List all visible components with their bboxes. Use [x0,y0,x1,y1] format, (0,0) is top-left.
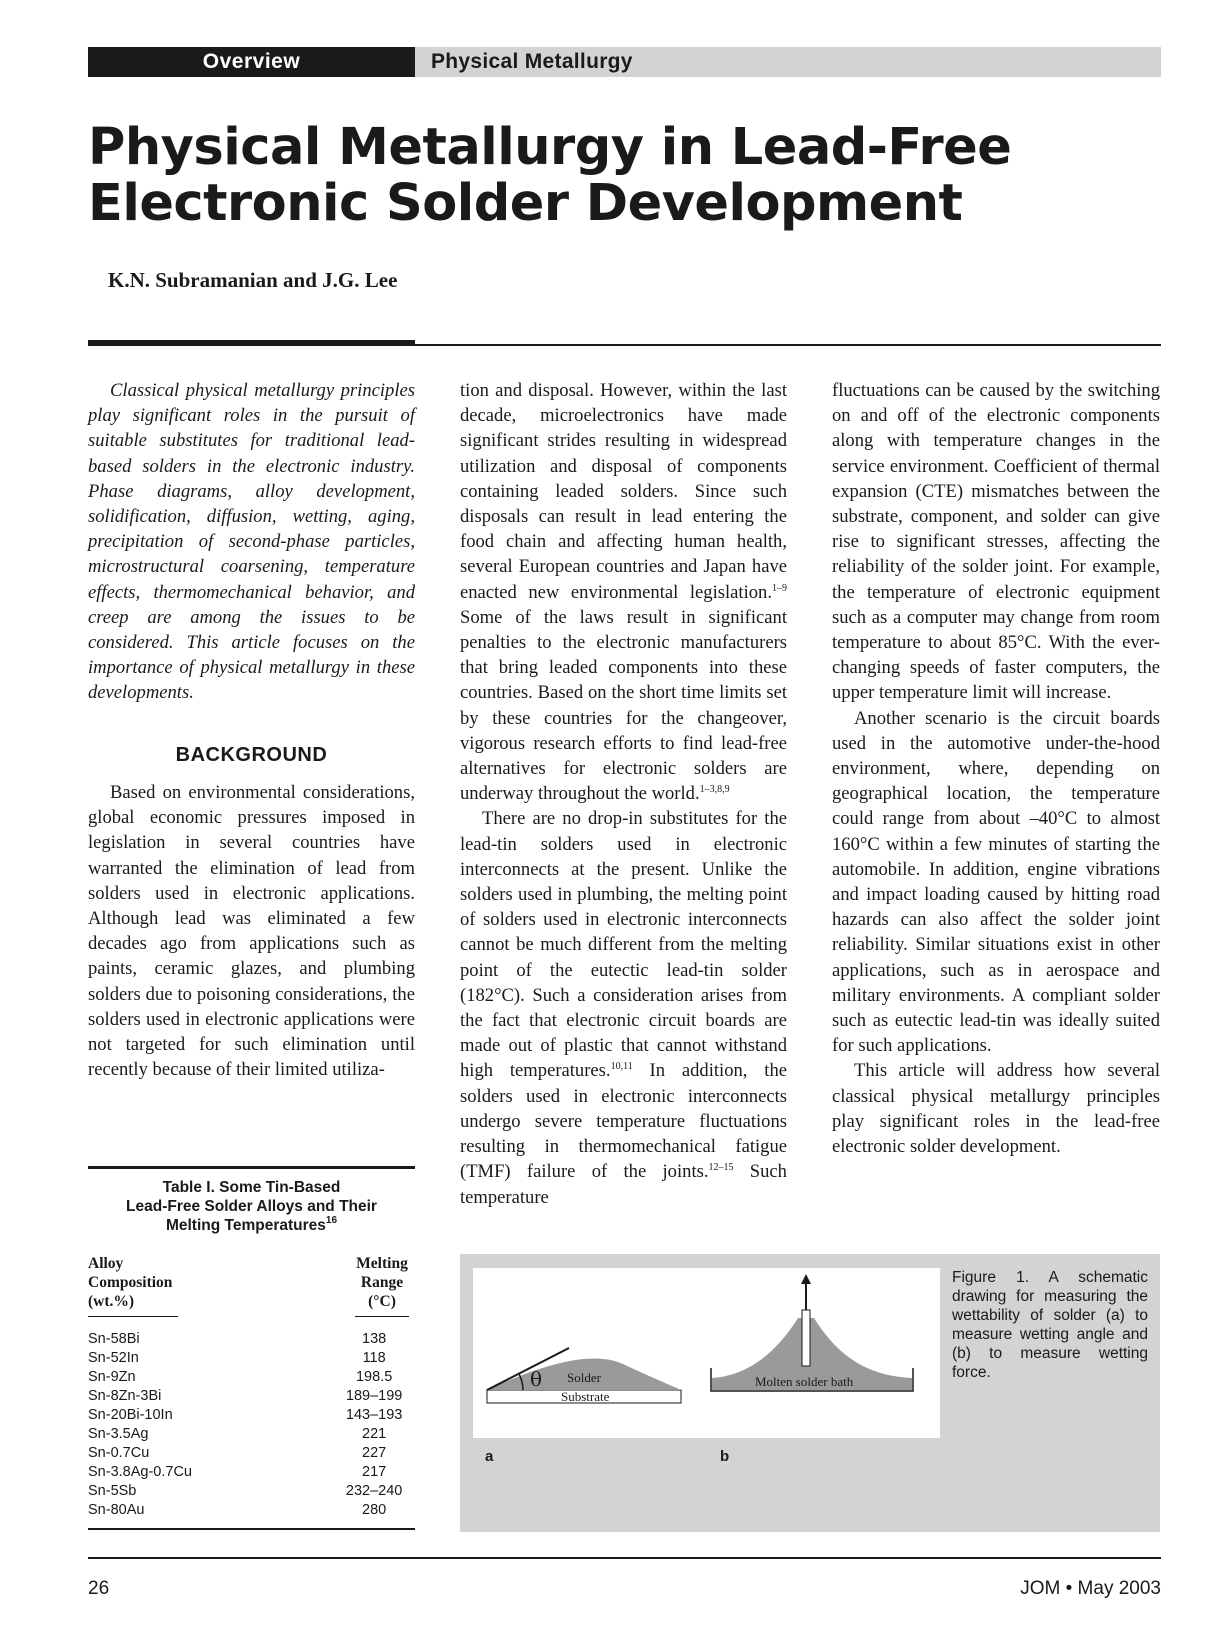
paragraph: tion and disposal. However, within the last decade, microelectronics have made significant strides resulting in widespread utilization and disposal of components containing leaded solders. Since such disposals can result in lead entering the food chain and affecting human health, several European countries and Japan have enacted new environmental legislation.$^{1-9}$ Some of the laws result in significant penalties to the electronic manufacturers that bring leaded components into these countries. Based on the short time limits set by these countries for the changeover, vigorous research efforts to find lead-free alternatives for electronic solders are underway throughout the world.$^{1-3,8,9}$ [460,380,787,805]
topic-label: Physical Metallurgy [415,47,1161,77]
table-header-alloy: Alloy Composition (wt.%) [88,1255,173,1310]
title-line-2: Electronic Solder Development [88,174,963,233]
table-top-rule [88,1166,415,1169]
table-bottom-rule [88,1528,415,1530]
column-3-body [832,378,1160,1159]
solder-label: Solder [567,1370,601,1385]
section-heading-background: BACKGROUND [175,744,328,766]
paragraph: There are no drop-in substitutes for the lead-tin solders used in electronic interconnects at the present. Unlike the solders used in plumbing, the melting point of solders used in electronic interconnects cannot be much different from the melting point of the eutectic lead-tin solder (182°C). Such a consideration arises from the fact that electronic circuit boards are made out of plastic that cannot withstand high temperatures.$^{10,11}$ In addition, the solders used in electronic interconnects undergo severe temperature fluctuations resulting in thermomechanical fatigue (TMF) failure of the joints.$^{12-15}$ Such temperature [460,808,787,1208]
paragraph: Based on environmental considerations, global economic pressures imposed in legislation in several countries have warranted the elimination of lead from solders used in electronic applications. Although lead was eliminated a few decades ago from applications such as paints, ceramic glazes, and plumbing solders due to poisoning considerations, the solders used in electronic applications were not targeted for such elimination until recently because of their limited utiliza- [88,782,415,1081]
up-arrow-icon [801,1274,811,1284]
table-row: Sn-9Zn 198.5 [88,1369,393,1385]
table-row: Sn-3.5Ag 221 [88,1426,387,1442]
page-number: 26 [88,1578,110,1599]
citation: 16 [325,1215,338,1226]
journal-issue: JOM • May 2003 [1020,1578,1161,1599]
table-row: Sn-0.7Cu 227 [88,1445,387,1461]
figure-caption: Figure 1. A schematic drawing for measuring the wettability of solder (a) to measure wetting angle and (b) to measure wetting force. [952,1269,1148,1381]
table-body [88,1330,415,1520]
table-row: Sn-58Bi 138 [88,1331,387,1347]
footer-rule [88,1557,1161,1559]
wetting-schematic [473,1268,940,1438]
column-2-body [460,378,787,1210]
theta-label: θ [530,1367,543,1391]
section-label: Overview [88,47,415,77]
table-row: Sn-8Zn-3Bi 189–199 [88,1388,403,1404]
table-caption: Table I. Some Tin-Based Lead-Free Solder Alloys and Their Melting Temperatures$^{16}$ [126,1179,377,1234]
table-row: Sn-80Au 280 [88,1502,387,1518]
table-row: Sn-5Sb 232–240 [88,1483,403,1499]
table-header-melting-range: Melting Range (°C) [356,1255,408,1310]
title-line-1: Physical Metallurgy in Lead-Free [88,118,1012,177]
column-1-body [88,780,415,1082]
citation: 10,11 [610,1061,633,1073]
citation: 12–15 [708,1162,734,1174]
paragraph: This article will address how several classical physical metallurgy principles play significant roles in the lead-free electronic solder development. [832,1060,1160,1158]
table-header-underline [355,1316,409,1317]
authors: K.N. Subramanian and J.G. Lee [108,268,398,292]
table-header-underline [88,1316,178,1317]
panel-label-a: a [485,1448,494,1465]
panel-label-b: b [720,1448,730,1465]
test-specimen [802,1310,810,1366]
citation: 1–9 [772,582,787,594]
title-rule-thick [88,340,415,346]
bath-label: Molten solder bath [755,1374,854,1389]
table-row: Sn-20Bi-10In 143–193 [88,1407,403,1423]
abstract: Classical physical metallurgy principles play significant roles in the pursuit of suitable substitutes for traditional lead-based solders in the electronic industry. Phase diagrams, alloy development, solidification, diffusion, wetting, aging, precipitation of second-phase particles, microstructural coarsening, temperature effects, thermomechanical behavior, and creep are among the issues to be considered. This article focuses on the importance of physical metallurgy in these developments. [88,380,415,704]
table-row: Sn-52In 118 [88,1350,386,1366]
article-title [88,120,1168,232]
table-row: Sn-3.8Ag-0.7Cu 217 [88,1464,387,1480]
paragraph: Another scenario is the circuit boards used in the automotive under-the-hood environment, where, depending on geographical location, the temperature could range from about –40°C to almost 160°C within a few minutes of starting the automobile. In addition, engine vibrations and impact loading caused by hitting road hazards can also affect the solder joint reliability. Similar situations exist in other applications, such as in aerospace and military environments. A compliant solder such as eutectic lead-tin was ideally suited for such applications. [832,707,1160,1057]
citation: 1–3,8,9 [699,784,730,796]
substrate-label: Substrate [561,1389,610,1404]
paragraph: fluctuations can be caused by the switching on and off of the electronic components along with temperature changes in the service environment. Coefficient of thermal expansion (CTE) mismatches between the substrate, component, and solder can give rise to significant stresses, affecting the reliability of the solder joint. For example, the temperature of electronic equipment such as a computer may change from room temperature to about 85°C. With the ever-changing speeds of faster computers, the upper temperature limit will increase. [832,380,1160,704]
